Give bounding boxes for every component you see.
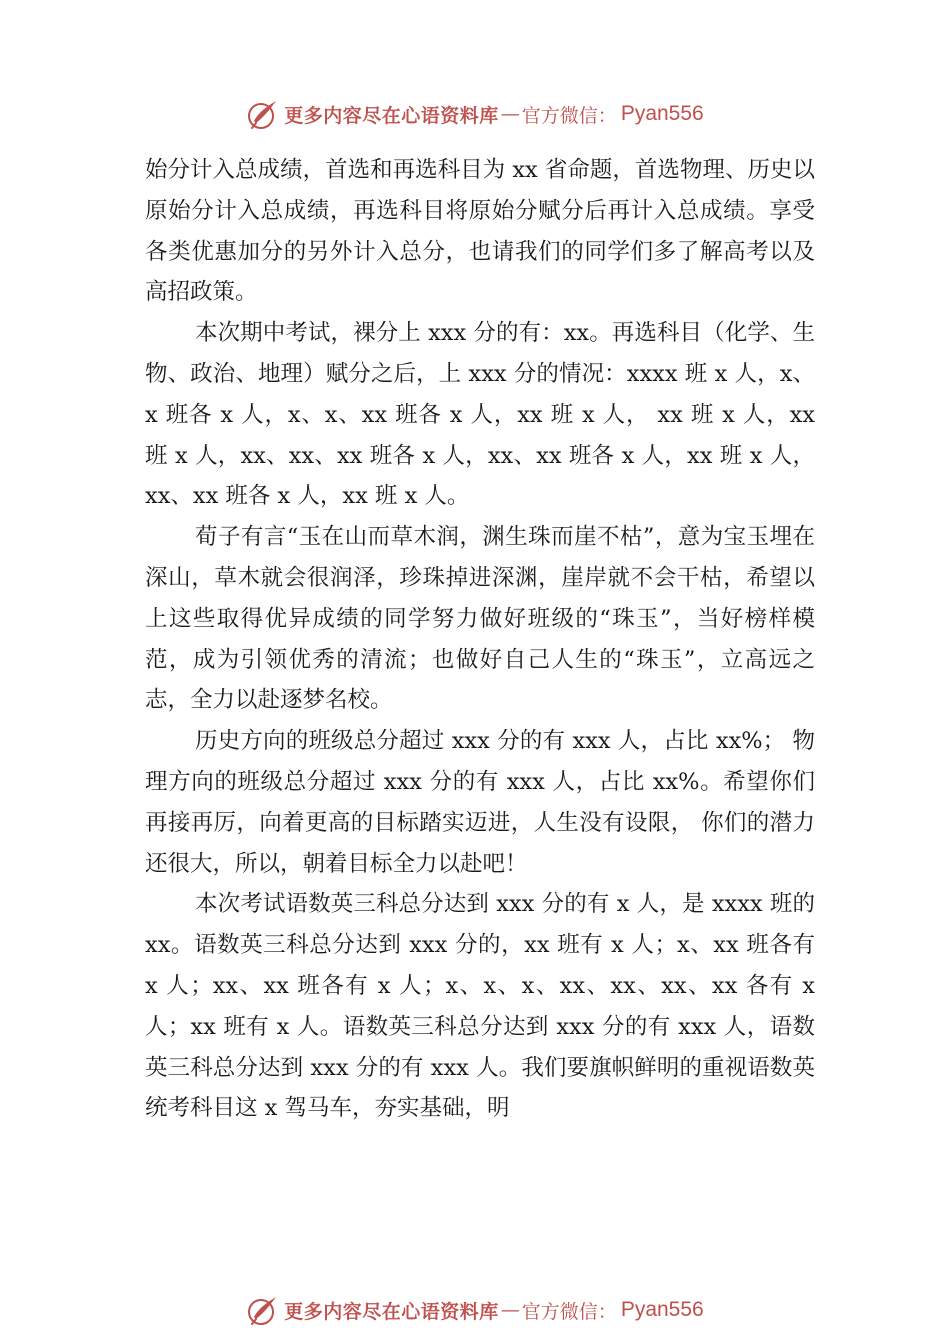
document-body xyxy=(145,150,815,1129)
header-banner xyxy=(0,94,950,134)
paragraph-3: 荀子有言“玉在山而草木润，渊生珠而崖不枯”，意为宝玉埋在深山，草木就会很润泽，珍珠掉进深渊，崖岸就不会干枯，希望以上这些取得优异成绩的同学努力做好班级的“珠玉”，当好榜样模范，成为引领优秀的清流；也做好自己人生的“珠玉”，立高远之志，全力以赴逐梦名校。 xyxy=(145,524,815,714)
quill-logo-icon xyxy=(246,97,280,131)
banner-dash: — xyxy=(500,103,520,125)
paragraph-1: 始分计入总成绩，首选和再选科目为 xx 省命题，首选物理、历史以原始分计入总成绩，再选科目将原始分赋分后再计入总成绩。享受各类优惠加分的另外计入总分，也请我们的同学们多了解高考以及高招政策。 xyxy=(145,157,815,306)
paragraph-5: 本次考试语数英三科总分达到 xxx 分的有 x 人，是 xxxx 班的 xx。语数英三科总分达到 xxx 分的，xx 班有 x 人；x、xx 班各有 x 人；xx、xx 班各有 x 人；x、x、x、xx、xx、xx、xx 各有 x 人；xx 班有 x 人。语数英三科总分达到 xxx 分的有 xxx 人，语数英三科总分达到 xxx 分的有 xxx 人。我们要旗帜鲜明的重视语数英统考科目这 x 驾马车，夯实基础，明 xyxy=(145,891,815,1122)
wechat-label: 官方微信： xyxy=(521,104,617,127)
wechat-label: 官方微信： xyxy=(521,1300,617,1323)
banner-dash: — xyxy=(500,1299,520,1321)
paragraph-2: 本次期中考试，裸分上 xxx 分的有：xx。再选科目（化学、生物、政治、地理）赋分之后，上 xxx 分的情况：xxxx 班 x 人，x、x 班各 x 人，x、x、xx 班各 x 人，xx 班 x 人， xx 班 x 人，xx 班 x 人，xx、xx、xx 班各 x 人，xx、xx 班各 x 人，xx 班 x 人，xx、xx 班各 x 人，xx 班 x 人。 xyxy=(145,320,815,510)
banner-text: 更多内容尽在心语资料库 xyxy=(284,1300,499,1323)
wechat-id: Pyan556 xyxy=(620,1298,704,1321)
paragraph-4: 历史方向的班级总分超过 xxx 分的有 xxx 人，占比 xx%； 物理方向的班级总分超过 xxx 分的有 xxx 人，占比 xx%。希望你们再接再厉，向着更高的目标踏实迈进，人生没有设限， 你们的潜力还很大，所以，朝着目标全力以赴吧！ xyxy=(145,728,815,877)
banner-text: 更多内容尽在心语资料库 xyxy=(284,104,499,127)
footer-banner xyxy=(0,1290,950,1330)
wechat-id: Pyan556 xyxy=(620,102,704,125)
quill-logo-icon xyxy=(246,1293,280,1327)
